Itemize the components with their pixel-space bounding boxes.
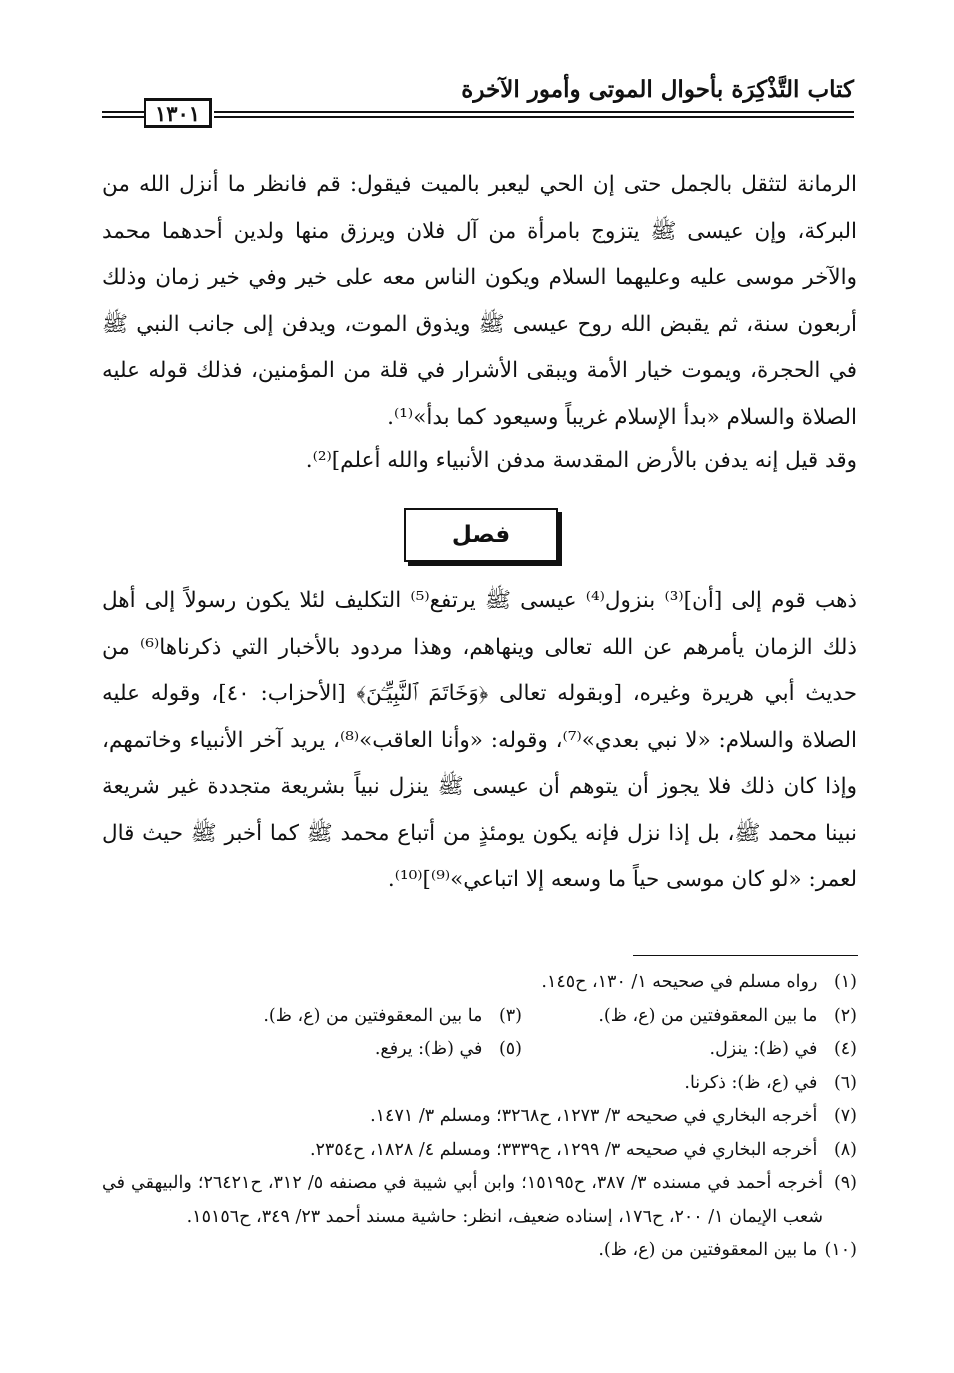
- footnote: [370, 1100, 857, 1134]
- footnote-text: في (ع، ظ): ذكرنا.: [684, 1072, 818, 1093]
- footnote-text: أخرجه البخاري في صحيحه ٣/ ١٢٧٣، ح٣٢٦٨؛ ومسلم ٣/ ١٤٧١.: [370, 1106, 818, 1126]
- footnote-text: رواه مسلم في صحيحه ١/ ١٣٠، ح١٤٥.: [541, 972, 818, 992]
- footnote-number: (٦): [833, 1072, 857, 1093]
- footnote: [522, 1000, 857, 1034]
- header-rule: [102, 116, 144, 118]
- footnote: [375, 1033, 522, 1067]
- footnote-text: ما بين المعقوفتين من (ع، ظ).: [598, 1240, 818, 1260]
- footnote: [310, 1134, 857, 1168]
- footnote-line: [102, 1067, 857, 1101]
- footnote-text: ما بين المعقوفتين من (ع، ظ).: [598, 1005, 818, 1026]
- footnote-text: أخرجه البخاري في صحيحه ٣/ ١٢٩٩، ح٣٣٣٩؛ ومسلم ٤/ ١٨٢٨، ح٢٣٥٤.: [309, 1139, 818, 1160]
- footnote-number: (٧): [833, 1106, 857, 1126]
- footnote: [598, 1234, 857, 1268]
- footnote-line: [102, 1033, 857, 1067]
- running-title: كتاب التَّذْكِرَة بأحوال الموتى وأمور الآخرة: [461, 76, 854, 103]
- footnote: [541, 966, 857, 1000]
- footnote-line: [102, 1234, 857, 1268]
- footnote: [263, 1000, 522, 1034]
- footnote-number: (٤): [833, 1039, 857, 1059]
- footnote-number: (٨): [833, 1139, 857, 1160]
- footnote-number: (١٠): [824, 1240, 857, 1260]
- page-header: [102, 68, 854, 130]
- footnotes: [102, 966, 857, 1268]
- footnote-line: [102, 1100, 857, 1134]
- body-paragraph: وقد قيل إنه يدفن بالأرض المقدسة مدفن الأنبياء والله أعلم]⁽²⁾.: [305, 448, 857, 473]
- footnote-text: أخرجه أحمد في مسنده ٣/ ٣٨٧، ح١٥١٩٥؛ وابن أبي شيبة في مصنفه ٥/ ٣١٢، ح٢٦٤٢١؛ والبيهقي في شعب الإيمان ١/ ٢٠٠، ح١٧٦، إسناده ضعيف، انظر: حاشية مسند أحمد ٢٣/ ٣٤٩، ح١٥١٥٦.: [102, 1173, 824, 1227]
- header-rule: [214, 116, 854, 118]
- footnote-line: [102, 1000, 857, 1034]
- footnote-text: في (ظ): يرفع.: [374, 1039, 483, 1059]
- section-heading: [404, 508, 558, 562]
- section-heading-label: فصل: [451, 522, 511, 548]
- footnote-text: ما بين المعقوفتين من (ع، ظ).: [263, 1005, 483, 1026]
- header-rule: [102, 111, 144, 113]
- body-paragraph: الرمانة لتثقل بالجمل حتى إن الحي ليعبر بالميت فيقول: قم فانظر ما أنزل الله من البركة، وإن عيسى ﷺ يتزوج بامرأة من آل فلان ويرزق منها ولدين أحدهما محمد والآخر موسى عليه وعليهما السلام ويكون الناس معه على خير وفي خير زمان وذلك أربعون سنة، ثم يقبض الله روح عيسى ﷺ ويذوق الموت، ويدفن إلى جانب النبي ﷺ في الحجرة، ويموت خيار الأمة ويبقى الأشرار في قلة من المؤمنين، فذلك قوله عليه الصلاة والسلام «بدأ الإسلام غريباً وسيعود كما بدأ»⁽¹⁾.: [102, 172, 857, 430]
- footnote-number: (٥): [498, 1039, 522, 1059]
- body-paragraph: ذهب قوم إلى [أن]⁽³⁾ بنزول⁽⁴⁾ عيسى ﷺ يرتفع⁽⁵⁾ التكليف لئلا يكون رسولاً إلى أهل ذلك الزمان يأمرهم عن الله تعالى وينهاهم، وهذا مردود بالأخبار التي ذكرناها⁽⁶⁾ من حديث أبي هريرة وغيره، [وبقوله تعالى ﴿وَخَاتَمَ ٱلنَّبِيِّـۧنَ﴾ [الأحزاب: ٤٠]، وقوله عليه الصلاة والسلام: «لا نبي بعدي»⁽⁷⁾، وقوله: «وأنا العاقب»⁽⁸⁾، يريد آخر الأنبياء وخاتمهم، وإذا كان ذلك فلا يجوز أن يتوهم أن عيسى ﷺ ينزل نبياً بشريعة متجددة غير شريعة نبينا محمد ﷺ، بل إذا نزل فإنه يكون يومئذٍ من أتباع محمد ﷺ كما أخبر ﷺ حيث قال لعمر: «لو كان موسى حياً ما وسعه إلا اتباعي»⁽⁹⁾]⁽¹⁰⁾.: [102, 588, 858, 892]
- footnote-number: (٩): [833, 1173, 857, 1193]
- footnote-separator: [633, 955, 858, 956]
- header-rule: [214, 111, 854, 113]
- page-number: ١٣٠١: [144, 98, 212, 128]
- footnote: [102, 1167, 857, 1234]
- footnote-number: (٣): [498, 1005, 522, 1026]
- footnote-number: (١): [833, 972, 857, 992]
- footnote: [522, 1033, 857, 1067]
- footnote-line: [102, 966, 857, 1000]
- footnote-line: [102, 1134, 857, 1168]
- footnote: [684, 1067, 857, 1101]
- footnote-number: (٢): [833, 1005, 857, 1026]
- footnote-text: في (ظ): ينزل.: [709, 1039, 818, 1059]
